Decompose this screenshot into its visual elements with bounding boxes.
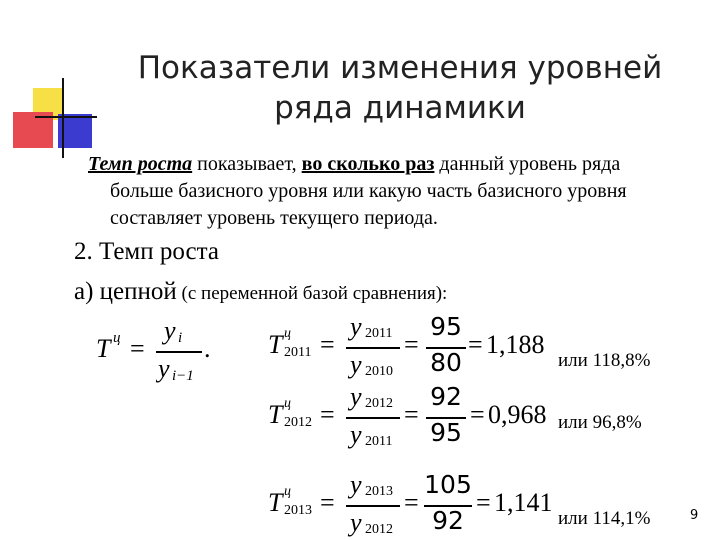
title-line-1: Показатели изменения уровней: [137, 50, 663, 86]
calc-num-y: y: [350, 470, 362, 499]
calc-T: T: [268, 330, 283, 359]
formula-numerator: y: [164, 316, 176, 345]
section-heading: 2. Темп роста: [74, 238, 219, 265]
calculation-row-2013: [268, 472, 708, 540]
definition-line-3: составляет уровень текущего периода.: [110, 207, 438, 229]
calc-result: 1,188: [486, 330, 545, 359]
calc-num-year: 2011: [365, 326, 393, 341]
subheading-note: (с переменной базой сравнения):: [176, 283, 448, 304]
title-line-2: ряда динамики: [274, 90, 526, 126]
definition-paragraph: [88, 151, 708, 232]
calc-den-value: 95: [430, 418, 462, 447]
formula-denominator: y: [158, 354, 170, 383]
calc-den-year: 2011: [365, 434, 393, 449]
calc-year: 2012: [284, 415, 312, 430]
calc-fraction-bar-1: [346, 347, 400, 349]
page-title: [100, 48, 700, 128]
definition-text-2: данный уровень ряда: [434, 153, 621, 175]
calc-equals-1: =: [320, 400, 335, 429]
calc-num-value: 105: [424, 470, 472, 499]
definition-line-2: больше базисного уровня или какую часть базисного уровня: [110, 180, 627, 202]
calc-year: 2013: [284, 503, 312, 518]
calc-den-value: 80: [430, 348, 462, 377]
calc-num-y: y: [350, 312, 362, 341]
decor-vertical-line: [62, 78, 64, 158]
section-subheading: [74, 278, 447, 306]
calc-year: 2011: [284, 345, 312, 360]
page-number: 9: [690, 508, 699, 523]
definition-term: Темп роста: [88, 153, 193, 175]
calculation-row-2012: [268, 384, 708, 454]
calc-den-y: y: [350, 350, 362, 379]
calc-percent: или 96,8%: [558, 412, 642, 433]
calc-den-y: y: [350, 508, 362, 537]
calc-result: 1,141: [494, 488, 553, 517]
calc-T: T: [268, 488, 283, 517]
calc-equals-3: =: [470, 400, 485, 429]
subheading-main: а) цепной: [74, 278, 177, 305]
calc-T: T: [268, 400, 283, 429]
definition-emphasis: во сколько раз: [301, 153, 435, 175]
calc-percent: или 118,8%: [558, 350, 651, 371]
formula-T: T: [96, 334, 111, 363]
calc-fraction-bar-1: [346, 417, 400, 419]
formula-fraction-bar: [156, 351, 202, 353]
calc-num-value: 92: [430, 382, 462, 411]
calc-equals-3: =: [476, 488, 491, 517]
calc-den-value: 92: [432, 506, 464, 535]
calc-den-y: y: [350, 420, 362, 449]
calc-equals-2: =: [404, 400, 419, 429]
calc-T-sup: ц: [284, 396, 291, 411]
calc-equals-2: =: [404, 488, 419, 517]
calc-percent: или 114,1%: [558, 508, 651, 529]
calculation-row-2011: [268, 314, 708, 384]
calc-num-y: y: [350, 382, 362, 411]
calc-num-year: 2013: [365, 484, 393, 499]
formula-dot: .: [204, 334, 211, 363]
calc-fraction-bar-1: [346, 505, 400, 507]
calc-equals-1: =: [320, 330, 335, 359]
formula-equals: =: [130, 334, 145, 363]
calc-T-sup: ц: [284, 484, 291, 499]
general-formula: [96, 318, 226, 384]
calc-equals-2: =: [404, 330, 419, 359]
calc-T-sup: ц: [284, 326, 291, 341]
calc-den-year: 2010: [365, 364, 393, 379]
calc-num-value: 95: [430, 312, 462, 341]
calc-num-year: 2012: [365, 396, 393, 411]
calc-equals-3: =: [468, 330, 483, 359]
formula-T-sup: ц: [113, 330, 121, 346]
formula-numerator-sub: i: [178, 330, 183, 346]
formula-denominator-sub: i−1: [172, 368, 194, 384]
definition-text-1: показывает,: [192, 153, 302, 175]
calc-equals-1: =: [320, 488, 335, 517]
calc-result: 0,968: [488, 400, 547, 429]
calc-den-year: 2012: [365, 522, 393, 537]
decor-horizontal-line: [35, 116, 97, 118]
